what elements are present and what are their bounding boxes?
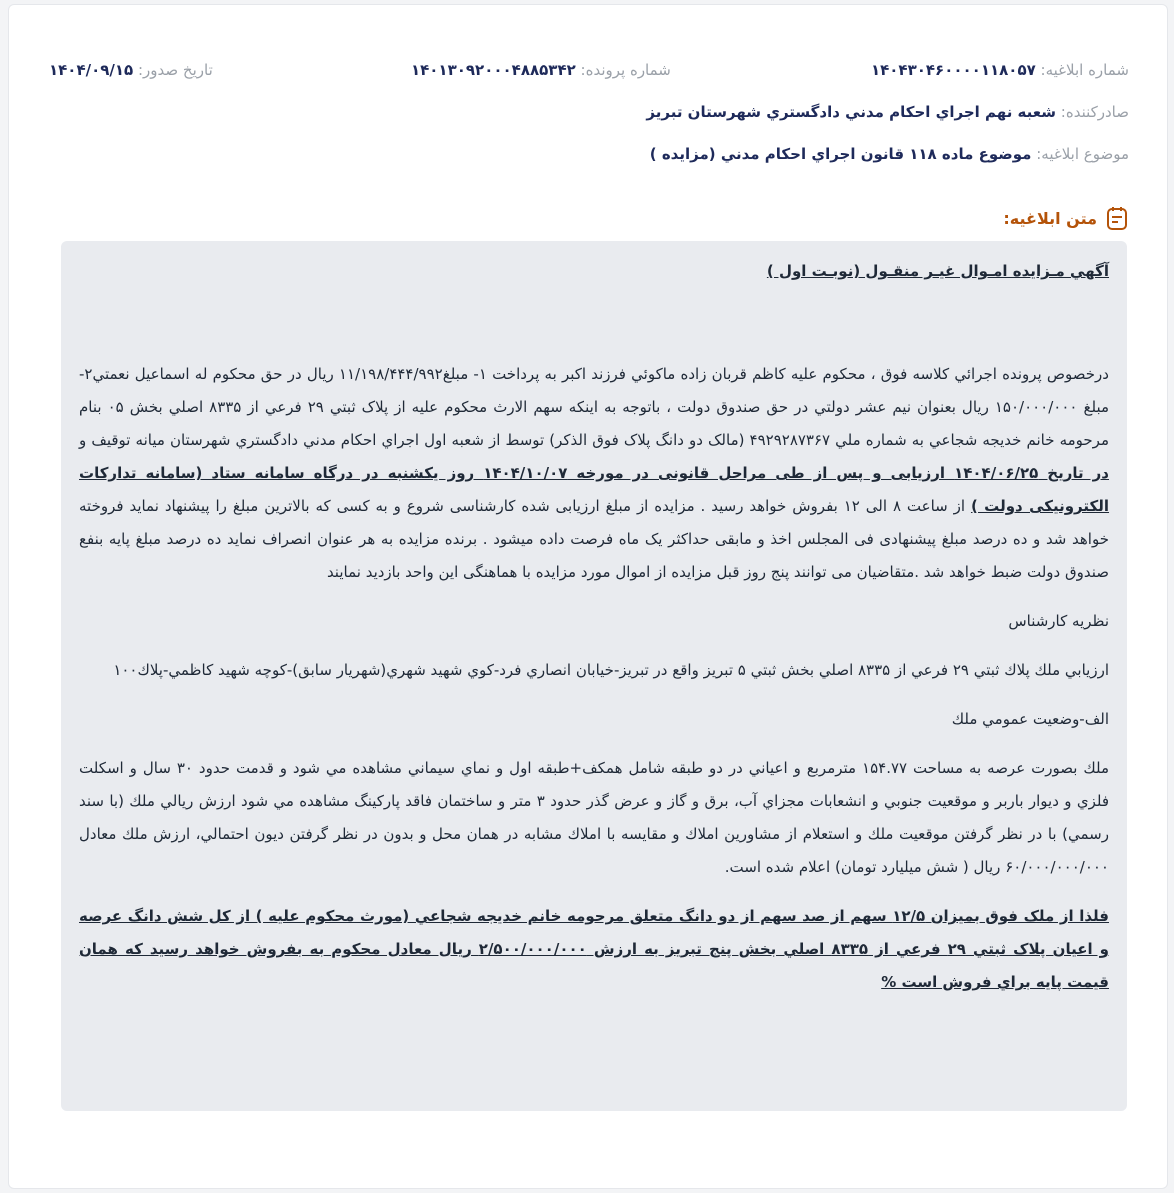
notice-text-heading <box>1003 205 1129 231</box>
case-no: ۱۴۰۱۳۰۹۲۰۰۰۴۸۸۵۳۴۲ <box>410 61 576 79</box>
meta-row <box>49 61 1129 79</box>
general-status-heading: الف-وضعيت عمومي ملك <box>951 710 1109 728</box>
notice-body <box>61 241 1127 1111</box>
case-no-label: شماره پرونده: <box>580 61 671 79</box>
notice-title: آگهي مـزايده امـوال غيـر منقـول (نوبـت اول ) <box>766 262 1109 280</box>
paragraph-conclusion: فلذا از ملک فوق بميزان ۱۲/۵ سهم از صد سهم از دو دانگ متعلق مرحومه خانم خديجه شجاعي (مورث محکوم عليه ) از کل شش دانگ عرصه و اعيان پلاک ثبتي ۲۹ فرعي از ۸۳۳۵ اصلي بخش پنج تبريز به ارزش ۲/۵۰۰/۰۰۰/۰۰۰ ريال معادل محکوم به بفروش خواهد رسيد که همان قيمت پايه براي فروش است % <box>79 907 1110 991</box>
issuer: شعبه نهم اجراي احکام مدني دادگستري شهرستان تبريز <box>646 103 1056 121</box>
expert-opinion-heading: نظريه کارشناس <box>1008 612 1109 630</box>
paragraph-valuation: ارزيابي ملك پلاك ثبتي ۲۹ فرعي از ۸۳۳۵ اصلي بخش ثبتي ۵ تبريز واقع در تبريز-خيابان انصاري فرد-كوي شهيد شهري(شهريار سابق)-كوچه شهيد كاظمي-پلاك۱۰۰ <box>113 661 1109 679</box>
text-segment: درخصوص پرونده اجرائي کلاسه فوق ، محکوم عليه کاظم قربان زاده ماکوئي فرزند اکبر به پرداخت ۱- مبلغ۱۱/۱۹۸/۴۴۴/۹۹۲ ريال در حق محکوم له اسماعيل نعمتي۲- مبلغ ۱۵۰/۰۰۰/۰۰۰ ريال بعنوان نيم عشر دولتي در حق صندوق دولت ، باتوجه به اينکه سهم الارث محکوم عليه از پلاک ثبتي ۲۹ فرعي از ۸۳۳۵ اصلي بخش ۰۵ بنام مرحومه خانم خديجه شجاعي به شماره ملي ۴۹۲۹۲۸۷۳۶۷ (مالک دو دانگ پلاک فوق الذکر) توسط از شعبه اول اجراي احکام مدني دادگستري شهرستان ميانه توقيف و <box>79 365 1109 449</box>
date-label: تاریخ صدور: <box>137 61 213 79</box>
text-segment: از ساعت ۸ الی ۱۲ بفروش خواهد رسيد . مزايده از مبلغ ارزيابی شده کارشناسی شروع و به کسی که بالاترين مبلغ را پيشنهاد نمايد فروخته خواهد شد و ده درصد مبلغ پيشنهادی فی المجلس اخذ و مابقی حداکثر يک ماه فرصت داده ميشود . برنده مزايده به هر عنوان انصراف نمايد ده درصد مبلغ پايه بنفع صندوق دولت ضبط خواهد شد .متقاضيان می توانند پنج روز قبل مزايده از اموال مورد مزايده با هماهنگی اين واحد بازديد نمايند <box>79 497 1109 581</box>
paragraph-property: ملك بصورت عرصه به مساحت ۱۵۴.۷۷ مترمربع و اعياني در دو طبقه شامل همكف+طبقه اول و نماي سيماني مشاهده مي شود و قدمت حدود ۳۰ سال و اسكلت فلزي و ديوار باربر و موقعيت جنوبي و انشعابات مجزاي آب، برق و گاز و عرض گذر حدود ۳ متر و ساختمان فاقد پاركينگ مشاهده مي شود ارزش ريالي ملك (با سند رسمي) با در نظر گرفتن موقعيت ملك و استعلام از مشاورين املاك و مقايسه با املاك مشابه در همان محل و بدون در نظر گرفتن ديون احتمالي، ارزش ملك معادل ۶۰/۰۰۰/۰۰۰/۰۰۰ ريال ( شش ميليارد تومان) اعلام شده است. <box>79 759 1109 876</box>
issuer-row <box>646 103 1129 121</box>
notice-text-label: متن ابلاغیه: <box>1003 208 1097 228</box>
notice-no: ۱۴۰۴۳۰۴۶۰۰۰۰۱۱۸۰۵۷ <box>870 61 1036 79</box>
notice-no-label: شماره ابلاغیه: <box>1040 61 1129 79</box>
subject-label: موضوع ابلاغیه: <box>1036 145 1129 163</box>
issue-date: ۱۴۰۴/۰۹/۱۵ <box>49 61 134 79</box>
notice-card <box>8 4 1168 1189</box>
auction-date-segment: در تاريخ ۱۴۰۴/۰۶/۲۵ ارزيابی و پس از طی مراحل قانونی در مورخه ۱۴۰۴/۱۰/۰۷ روز يکشنبه در درگاه سامانه ستاد (سامانه تدارکات الکترونيکی دولت ) <box>79 464 1110 515</box>
document-icon <box>1105 205 1129 231</box>
issuer-label: صادرکننده: <box>1060 103 1129 121</box>
paragraph-main <box>79 358 1109 589</box>
subject-row <box>650 145 1129 163</box>
subject: موضوع ماده ۱۱۸ قانون اجراي احکام مدني (مزايده ) <box>649 145 1032 163</box>
